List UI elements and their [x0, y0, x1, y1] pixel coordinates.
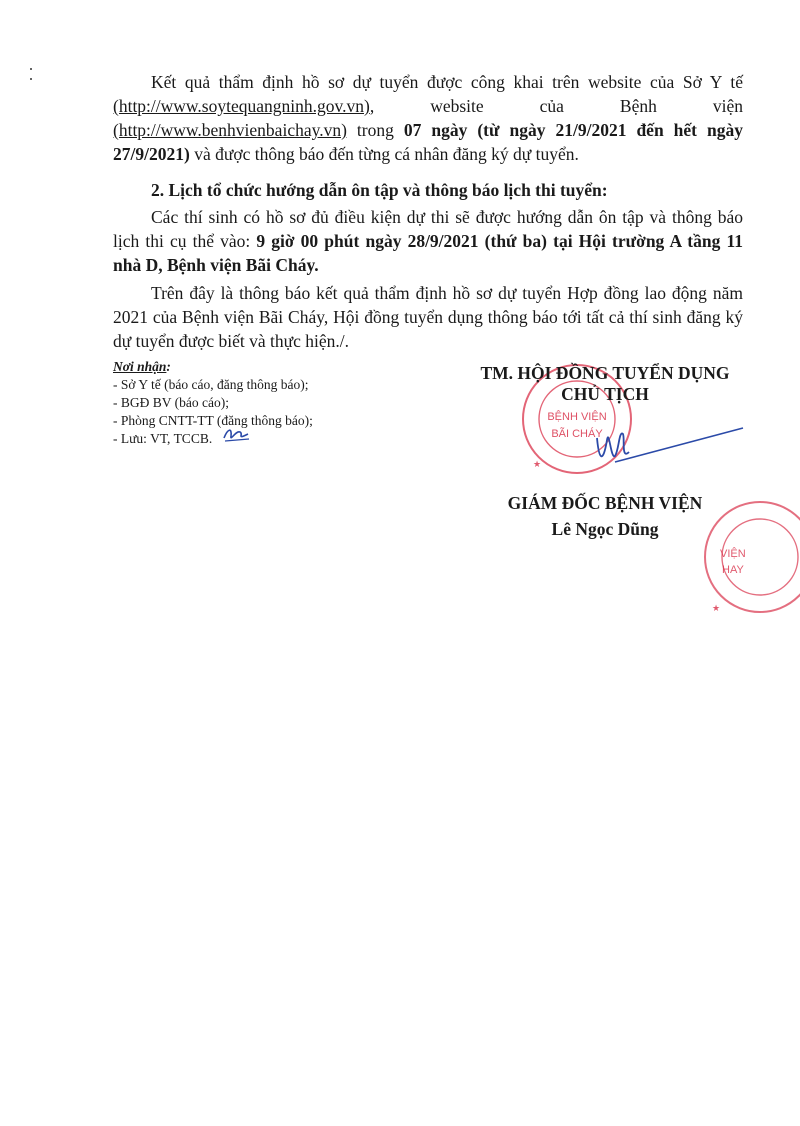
margin-dot	[30, 68, 32, 70]
p1-bold-dates: 07 ngày (từ ngày 21/9/2021 đến hết ngày 27/9/2021)	[113, 120, 743, 164]
p1-text-c: trong	[346, 120, 404, 140]
paragraph-schedule	[113, 205, 743, 277]
recipient-item: - Phòng CNTT-TT (đăng thông báo);	[113, 413, 313, 428]
closing-text: Trên đây là thông báo kết quả thẩm định hồ sơ dự tuyển Hợp đồng lao động năm 2021 của Bệnh viện Bãi Cháy, Hội đồng tuyển dụng thông báo tới tất cả thí sinh đăng ký dự tuyển được biết và thực hiện./.	[113, 283, 743, 351]
link-soyte[interactable]: (http://www.soytequangninh.gov.vn)	[113, 96, 370, 116]
recipient-item: - BGĐ BV (báo cáo);	[113, 395, 229, 410]
svg-text:★: ★	[533, 459, 542, 469]
p1-text-b: , website của Bệnh viện	[369, 96, 743, 116]
signature-role: CHỦ TỊCH	[561, 384, 649, 404]
recipients-colon: :	[166, 359, 171, 374]
signature-org: TM. HỘI ĐỒNG TUYỂN DỤNG	[480, 363, 730, 383]
seal-line2: BÃI CHÁY	[551, 428, 603, 440]
recipient-item: - Lưu: VT, TCCB.	[113, 431, 213, 446]
recipient-item: - Sở Y tế (báo cáo, đăng thông báo);	[113, 377, 309, 392]
initials-mark-icon	[222, 426, 252, 444]
paragraph-publication	[113, 70, 743, 166]
recipients-list	[113, 376, 413, 448]
paragraph-closing	[113, 281, 743, 353]
signature-icon	[585, 420, 745, 480]
svg-text:★: ★	[712, 603, 721, 613]
seal-line1: BỆNH VIỆN	[547, 411, 607, 423]
p2-text-a: Các thí sinh có hồ sơ đủ điều kiện dự thi sẽ được hướng dẫn ôn tập và thông báo lịch thi cụ thể vào:	[113, 207, 743, 251]
link-benhvien[interactable]: (http://www.benhvienbaichay.vn)	[113, 120, 347, 140]
section2-heading-block	[113, 178, 743, 202]
signature-title: GIÁM ĐỐC BỆNH VIỆN	[507, 493, 703, 513]
margin-dot	[30, 78, 32, 80]
p1-text-d: và được thông báo đến từng cá nhân đăng ký dự tuyển.	[189, 144, 579, 164]
svg-text:HAY: HAY	[722, 564, 744, 576]
section2-heading: 2. Lịch tổ chức hướng dẫn ôn tập và thông báo lịch thi tuyển:	[151, 180, 608, 200]
p1-text-a: Kết quả thẩm định hồ sơ dự tuyển được công khai trên website của Sở Y tế	[151, 72, 743, 92]
svg-text:VIỆN: VIỆN	[720, 548, 746, 560]
recipients-block	[113, 358, 413, 448]
recipients-title: Nơi nhận	[113, 359, 167, 374]
p2-bold-schedule: 9 giờ 00 phút ngày 28/9/2021 (thứ ba) tại Hội trường A tầng 11 nhà D, Bệnh viện Bãi Cháy.	[113, 231, 743, 275]
signature-name: Lê Ngọc Dũng	[551, 519, 659, 539]
